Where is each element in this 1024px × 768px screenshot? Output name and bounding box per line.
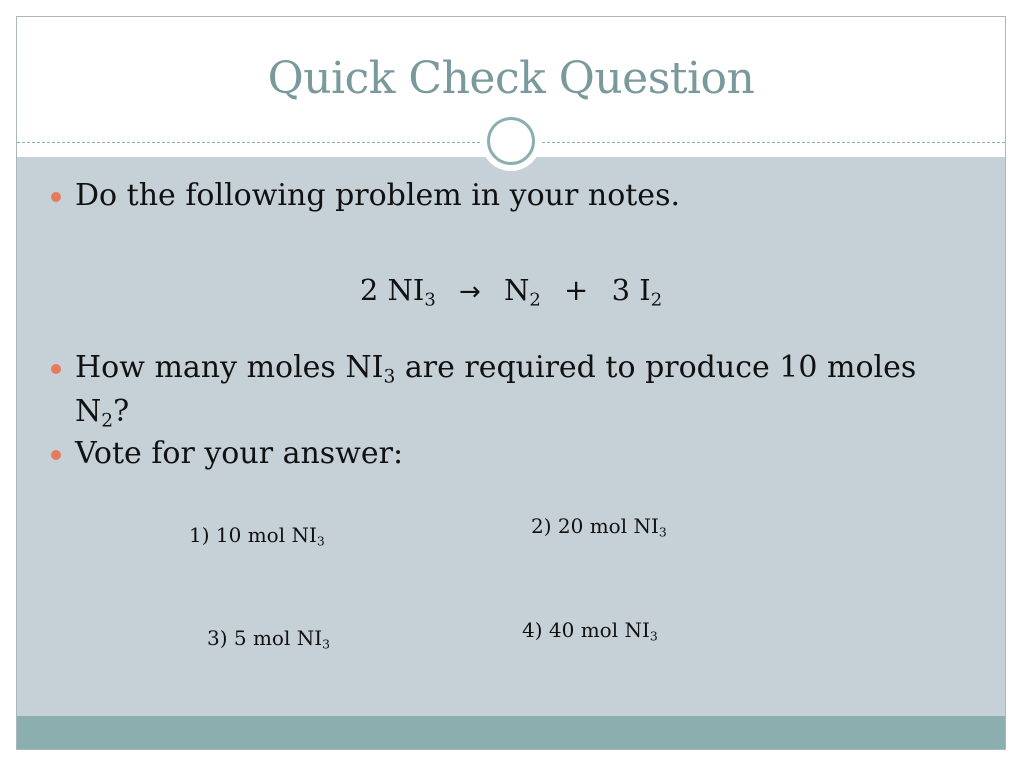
bullet-text: Vote for your answer: [75, 436, 404, 471]
chemical-equation [17, 273, 1005, 310]
bullet-dot-icon [51, 192, 61, 202]
equation-term-3: 3 $I_2$ [611, 273, 663, 311]
answer-option-1: 1) 10 mol $NI_3$ [189, 523, 325, 549]
answer-option-2: 2) 20 mol $NI_3$ [531, 514, 667, 540]
ring-ornament-icon [487, 117, 535, 165]
reaction-arrow-icon: → [459, 277, 481, 307]
bullet-text: Do the following problem in your notes. [75, 178, 680, 213]
bullet-text: How many moles $NI_3$ are required to produce 10 moles $N_2$? [75, 350, 917, 432]
equation-term-1: 2 $NI_3$ [359, 273, 436, 311]
equation-plus: + [564, 273, 589, 307]
footer-bar [17, 716, 1005, 750]
answer-option-3: 3) 5 mol $NI_3$ [207, 626, 331, 652]
answer-option-4: 4) 40 mol $NI_3$ [522, 618, 658, 644]
equation-term-2: $N_2$ [504, 273, 541, 311]
bullet-item-question [51, 351, 955, 438]
bullet-item-notes [51, 179, 955, 213]
bullet-item-vote [51, 437, 955, 471]
slide-title: Quick Check Question [267, 53, 755, 104]
bullet-dot-icon [51, 450, 61, 460]
bullet-dot-icon [51, 364, 61, 374]
slide [16, 16, 1006, 750]
